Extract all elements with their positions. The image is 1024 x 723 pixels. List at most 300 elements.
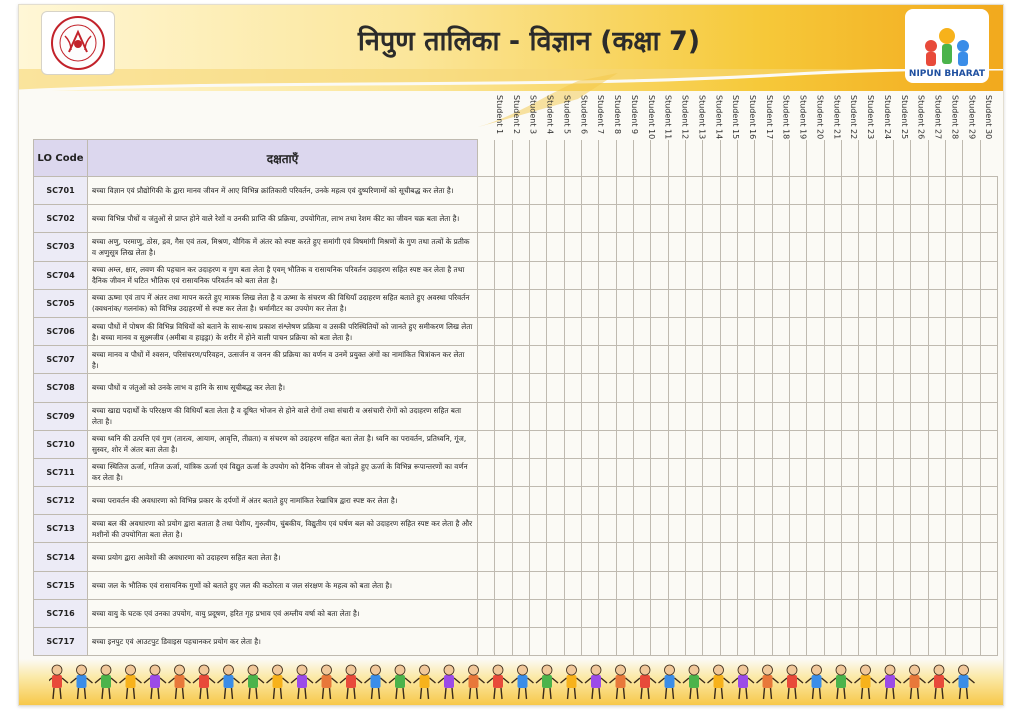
student-mark-cell[interactable] <box>980 430 997 458</box>
student-mark-cell[interactable] <box>685 317 702 345</box>
student-mark-cell[interactable] <box>772 233 789 261</box>
student-mark-cell[interactable] <box>876 430 893 458</box>
student-mark-cell[interactable] <box>616 487 633 515</box>
student-mark-cell[interactable] <box>529 543 546 571</box>
student-mark-cell[interactable] <box>529 458 546 486</box>
student-mark-cell[interactable] <box>633 233 650 261</box>
student-mark-cell[interactable] <box>599 205 616 233</box>
student-mark-cell[interactable] <box>529 571 546 599</box>
student-mark-cell[interactable] <box>512 233 529 261</box>
student-mark-cell[interactable] <box>876 458 893 486</box>
student-mark-cell[interactable] <box>651 233 668 261</box>
student-mark-cell[interactable] <box>685 571 702 599</box>
student-mark-cell[interactable] <box>807 233 824 261</box>
student-mark-cell[interactable] <box>737 289 754 317</box>
student-mark-cell[interactable] <box>651 177 668 205</box>
student-mark-cell[interactable] <box>685 515 702 543</box>
student-mark-cell[interactable] <box>911 317 928 345</box>
student-mark-cell[interactable] <box>859 177 876 205</box>
student-mark-cell[interactable] <box>512 599 529 627</box>
student-mark-cell[interactable] <box>928 177 945 205</box>
student-mark-cell[interactable] <box>703 177 720 205</box>
student-mark-cell[interactable] <box>478 177 495 205</box>
student-mark-cell[interactable] <box>755 430 772 458</box>
student-mark-cell[interactable] <box>911 515 928 543</box>
student-mark-cell[interactable] <box>807 515 824 543</box>
student-mark-cell[interactable] <box>911 289 928 317</box>
student-mark-cell[interactable] <box>755 599 772 627</box>
student-mark-cell[interactable] <box>529 289 546 317</box>
student-mark-cell[interactable] <box>581 458 598 486</box>
student-mark-cell[interactable] <box>928 374 945 402</box>
student-mark-cell[interactable] <box>616 571 633 599</box>
student-mark-cell[interactable] <box>633 458 650 486</box>
student-mark-cell[interactable] <box>547 346 564 374</box>
student-mark-cell[interactable] <box>581 374 598 402</box>
student-mark-cell[interactable] <box>685 599 702 627</box>
student-mark-cell[interactable] <box>859 261 876 289</box>
student-mark-cell[interactable] <box>980 374 997 402</box>
student-mark-cell[interactable] <box>564 487 581 515</box>
student-mark-cell[interactable] <box>529 374 546 402</box>
student-mark-cell[interactable] <box>893 458 910 486</box>
student-mark-cell[interactable] <box>876 177 893 205</box>
student-mark-cell[interactable] <box>945 543 962 571</box>
student-mark-cell[interactable] <box>547 233 564 261</box>
student-mark-cell[interactable] <box>876 233 893 261</box>
student-mark-cell[interactable] <box>685 543 702 571</box>
student-mark-cell[interactable] <box>564 458 581 486</box>
student-mark-cell[interactable] <box>980 205 997 233</box>
student-mark-cell[interactable] <box>720 515 737 543</box>
student-mark-cell[interactable] <box>495 599 512 627</box>
student-mark-cell[interactable] <box>859 430 876 458</box>
student-mark-cell[interactable] <box>703 458 720 486</box>
student-mark-cell[interactable] <box>876 205 893 233</box>
student-mark-cell[interactable] <box>893 402 910 430</box>
student-mark-cell[interactable] <box>737 233 754 261</box>
student-mark-cell[interactable] <box>581 543 598 571</box>
student-mark-cell[interactable] <box>512 571 529 599</box>
student-mark-cell[interactable] <box>720 487 737 515</box>
student-mark-cell[interactable] <box>495 487 512 515</box>
student-mark-cell[interactable] <box>633 289 650 317</box>
student-mark-cell[interactable] <box>547 261 564 289</box>
student-mark-cell[interactable] <box>772 599 789 627</box>
student-mark-cell[interactable] <box>564 628 581 656</box>
student-mark-cell[interactable] <box>478 543 495 571</box>
student-mark-cell[interactable] <box>633 628 650 656</box>
student-mark-cell[interactable] <box>772 628 789 656</box>
student-mark-cell[interactable] <box>668 628 685 656</box>
student-mark-cell[interactable] <box>599 487 616 515</box>
student-mark-cell[interactable] <box>478 599 495 627</box>
student-mark-cell[interactable] <box>963 261 980 289</box>
student-mark-cell[interactable] <box>685 233 702 261</box>
student-mark-cell[interactable] <box>581 289 598 317</box>
student-mark-cell[interactable] <box>928 346 945 374</box>
student-mark-cell[interactable] <box>564 599 581 627</box>
student-mark-cell[interactable] <box>495 628 512 656</box>
student-mark-cell[interactable] <box>599 599 616 627</box>
student-mark-cell[interactable] <box>841 430 858 458</box>
student-mark-cell[interactable] <box>772 346 789 374</box>
student-mark-cell[interactable] <box>876 346 893 374</box>
student-mark-cell[interactable] <box>512 205 529 233</box>
student-mark-cell[interactable] <box>512 543 529 571</box>
student-mark-cell[interactable] <box>512 430 529 458</box>
student-mark-cell[interactable] <box>581 515 598 543</box>
student-mark-cell[interactable] <box>893 515 910 543</box>
student-mark-cell[interactable] <box>807 599 824 627</box>
student-mark-cell[interactable] <box>893 261 910 289</box>
student-mark-cell[interactable] <box>478 261 495 289</box>
student-mark-cell[interactable] <box>495 543 512 571</box>
student-mark-cell[interactable] <box>478 402 495 430</box>
student-mark-cell[interactable] <box>963 402 980 430</box>
student-mark-cell[interactable] <box>512 317 529 345</box>
student-mark-cell[interactable] <box>893 487 910 515</box>
student-mark-cell[interactable] <box>755 543 772 571</box>
student-mark-cell[interactable] <box>980 346 997 374</box>
student-mark-cell[interactable] <box>685 458 702 486</box>
student-mark-cell[interactable] <box>824 543 841 571</box>
student-mark-cell[interactable] <box>737 177 754 205</box>
student-mark-cell[interactable] <box>581 628 598 656</box>
student-mark-cell[interactable] <box>807 430 824 458</box>
student-mark-cell[interactable] <box>841 346 858 374</box>
student-mark-cell[interactable] <box>616 205 633 233</box>
student-mark-cell[interactable] <box>668 571 685 599</box>
student-mark-cell[interactable] <box>824 402 841 430</box>
student-mark-cell[interactable] <box>720 402 737 430</box>
student-mark-cell[interactable] <box>824 177 841 205</box>
student-mark-cell[interactable] <box>772 487 789 515</box>
student-mark-cell[interactable] <box>564 233 581 261</box>
student-mark-cell[interactable] <box>963 317 980 345</box>
student-mark-cell[interactable] <box>772 317 789 345</box>
student-mark-cell[interactable] <box>911 487 928 515</box>
student-mark-cell[interactable] <box>703 346 720 374</box>
student-mark-cell[interactable] <box>581 571 598 599</box>
student-mark-cell[interactable] <box>772 177 789 205</box>
student-mark-cell[interactable] <box>755 515 772 543</box>
student-mark-cell[interactable] <box>893 233 910 261</box>
student-mark-cell[interactable] <box>512 515 529 543</box>
student-mark-cell[interactable] <box>807 458 824 486</box>
student-mark-cell[interactable] <box>824 628 841 656</box>
student-mark-cell[interactable] <box>495 317 512 345</box>
student-mark-cell[interactable] <box>564 205 581 233</box>
student-mark-cell[interactable] <box>824 458 841 486</box>
student-mark-cell[interactable] <box>841 515 858 543</box>
student-mark-cell[interactable] <box>737 374 754 402</box>
student-mark-cell[interactable] <box>893 177 910 205</box>
student-mark-cell[interactable] <box>807 261 824 289</box>
student-mark-cell[interactable] <box>512 374 529 402</box>
student-mark-cell[interactable] <box>599 317 616 345</box>
student-mark-cell[interactable] <box>581 317 598 345</box>
student-mark-cell[interactable] <box>633 515 650 543</box>
student-mark-cell[interactable] <box>685 487 702 515</box>
student-mark-cell[interactable] <box>945 346 962 374</box>
student-mark-cell[interactable] <box>581 177 598 205</box>
student-mark-cell[interactable] <box>841 402 858 430</box>
student-mark-cell[interactable] <box>963 430 980 458</box>
student-mark-cell[interactable] <box>703 289 720 317</box>
student-mark-cell[interactable] <box>824 289 841 317</box>
student-mark-cell[interactable] <box>599 374 616 402</box>
student-mark-cell[interactable] <box>720 317 737 345</box>
student-mark-cell[interactable] <box>893 628 910 656</box>
student-mark-cell[interactable] <box>633 402 650 430</box>
student-mark-cell[interactable] <box>755 374 772 402</box>
student-mark-cell[interactable] <box>478 628 495 656</box>
student-mark-cell[interactable] <box>668 177 685 205</box>
student-mark-cell[interactable] <box>668 233 685 261</box>
student-mark-cell[interactable] <box>616 374 633 402</box>
student-mark-cell[interactable] <box>616 430 633 458</box>
student-mark-cell[interactable] <box>859 317 876 345</box>
student-mark-cell[interactable] <box>980 628 997 656</box>
student-mark-cell[interactable] <box>685 374 702 402</box>
student-mark-cell[interactable] <box>928 487 945 515</box>
student-mark-cell[interactable] <box>651 402 668 430</box>
student-mark-cell[interactable] <box>651 205 668 233</box>
student-mark-cell[interactable] <box>616 402 633 430</box>
student-mark-cell[interactable] <box>841 233 858 261</box>
student-mark-cell[interactable] <box>651 317 668 345</box>
student-mark-cell[interactable] <box>789 515 806 543</box>
student-mark-cell[interactable] <box>841 599 858 627</box>
student-mark-cell[interactable] <box>859 515 876 543</box>
student-mark-cell[interactable] <box>755 628 772 656</box>
student-mark-cell[interactable] <box>495 515 512 543</box>
student-mark-cell[interactable] <box>720 430 737 458</box>
student-mark-cell[interactable] <box>668 487 685 515</box>
student-mark-cell[interactable] <box>599 628 616 656</box>
student-mark-cell[interactable] <box>928 317 945 345</box>
student-mark-cell[interactable] <box>616 317 633 345</box>
student-mark-cell[interactable] <box>755 289 772 317</box>
student-mark-cell[interactable] <box>737 487 754 515</box>
student-mark-cell[interactable] <box>963 233 980 261</box>
student-mark-cell[interactable] <box>581 261 598 289</box>
student-mark-cell[interactable] <box>755 233 772 261</box>
student-mark-cell[interactable] <box>980 402 997 430</box>
student-mark-cell[interactable] <box>824 374 841 402</box>
student-mark-cell[interactable] <box>495 458 512 486</box>
student-mark-cell[interactable] <box>876 628 893 656</box>
student-mark-cell[interactable] <box>807 177 824 205</box>
student-mark-cell[interactable] <box>859 628 876 656</box>
student-mark-cell[interactable] <box>633 571 650 599</box>
student-mark-cell[interactable] <box>668 402 685 430</box>
student-mark-cell[interactable] <box>737 515 754 543</box>
student-mark-cell[interactable] <box>581 346 598 374</box>
student-mark-cell[interactable] <box>928 571 945 599</box>
student-mark-cell[interactable] <box>963 487 980 515</box>
student-mark-cell[interactable] <box>859 289 876 317</box>
student-mark-cell[interactable] <box>980 177 997 205</box>
student-mark-cell[interactable] <box>547 571 564 599</box>
student-mark-cell[interactable] <box>737 402 754 430</box>
student-mark-cell[interactable] <box>980 289 997 317</box>
student-mark-cell[interactable] <box>547 515 564 543</box>
student-mark-cell[interactable] <box>824 205 841 233</box>
student-mark-cell[interactable] <box>859 543 876 571</box>
student-mark-cell[interactable] <box>529 205 546 233</box>
student-mark-cell[interactable] <box>581 233 598 261</box>
student-mark-cell[interactable] <box>945 458 962 486</box>
student-mark-cell[interactable] <box>564 571 581 599</box>
student-mark-cell[interactable] <box>720 346 737 374</box>
student-mark-cell[interactable] <box>720 177 737 205</box>
student-mark-cell[interactable] <box>824 261 841 289</box>
student-mark-cell[interactable] <box>911 543 928 571</box>
student-mark-cell[interactable] <box>478 289 495 317</box>
student-mark-cell[interactable] <box>893 430 910 458</box>
student-mark-cell[interactable] <box>529 515 546 543</box>
student-mark-cell[interactable] <box>720 628 737 656</box>
student-mark-cell[interactable] <box>807 317 824 345</box>
student-mark-cell[interactable] <box>928 599 945 627</box>
student-mark-cell[interactable] <box>859 487 876 515</box>
student-mark-cell[interactable] <box>668 346 685 374</box>
student-mark-cell[interactable] <box>529 430 546 458</box>
student-mark-cell[interactable] <box>564 289 581 317</box>
student-mark-cell[interactable] <box>651 543 668 571</box>
student-mark-cell[interactable] <box>841 458 858 486</box>
student-mark-cell[interactable] <box>841 177 858 205</box>
student-mark-cell[interactable] <box>893 317 910 345</box>
student-mark-cell[interactable] <box>720 261 737 289</box>
student-mark-cell[interactable] <box>685 430 702 458</box>
student-mark-cell[interactable] <box>512 458 529 486</box>
student-mark-cell[interactable] <box>478 317 495 345</box>
student-mark-cell[interactable] <box>945 261 962 289</box>
student-mark-cell[interactable] <box>547 599 564 627</box>
student-mark-cell[interactable] <box>478 515 495 543</box>
student-mark-cell[interactable] <box>893 543 910 571</box>
student-mark-cell[interactable] <box>963 374 980 402</box>
student-mark-cell[interactable] <box>755 458 772 486</box>
student-mark-cell[interactable] <box>651 458 668 486</box>
student-mark-cell[interactable] <box>789 374 806 402</box>
student-mark-cell[interactable] <box>547 458 564 486</box>
student-mark-cell[interactable] <box>478 374 495 402</box>
student-mark-cell[interactable] <box>685 346 702 374</box>
student-mark-cell[interactable] <box>824 515 841 543</box>
student-mark-cell[interactable] <box>668 543 685 571</box>
student-mark-cell[interactable] <box>616 599 633 627</box>
student-mark-cell[interactable] <box>495 571 512 599</box>
student-mark-cell[interactable] <box>495 177 512 205</box>
student-mark-cell[interactable] <box>564 402 581 430</box>
student-mark-cell[interactable] <box>547 402 564 430</box>
student-mark-cell[interactable] <box>807 205 824 233</box>
student-mark-cell[interactable] <box>720 233 737 261</box>
student-mark-cell[interactable] <box>668 430 685 458</box>
student-mark-cell[interactable] <box>668 458 685 486</box>
student-mark-cell[interactable] <box>841 487 858 515</box>
student-mark-cell[interactable] <box>737 430 754 458</box>
student-mark-cell[interactable] <box>668 261 685 289</box>
student-mark-cell[interactable] <box>893 571 910 599</box>
student-mark-cell[interactable] <box>928 402 945 430</box>
student-mark-cell[interactable] <box>928 515 945 543</box>
student-mark-cell[interactable] <box>633 487 650 515</box>
student-mark-cell[interactable] <box>478 205 495 233</box>
student-mark-cell[interactable] <box>547 543 564 571</box>
student-mark-cell[interactable] <box>876 261 893 289</box>
student-mark-cell[interactable] <box>772 430 789 458</box>
student-mark-cell[interactable] <box>703 430 720 458</box>
student-mark-cell[interactable] <box>703 628 720 656</box>
student-mark-cell[interactable] <box>685 402 702 430</box>
student-mark-cell[interactable] <box>841 205 858 233</box>
student-mark-cell[interactable] <box>616 458 633 486</box>
student-mark-cell[interactable] <box>616 346 633 374</box>
student-mark-cell[interactable] <box>772 374 789 402</box>
student-mark-cell[interactable] <box>876 543 893 571</box>
student-mark-cell[interactable] <box>841 261 858 289</box>
student-mark-cell[interactable] <box>945 599 962 627</box>
student-mark-cell[interactable] <box>755 317 772 345</box>
student-mark-cell[interactable] <box>859 599 876 627</box>
student-mark-cell[interactable] <box>963 289 980 317</box>
student-mark-cell[interactable] <box>737 346 754 374</box>
student-mark-cell[interactable] <box>789 599 806 627</box>
student-mark-cell[interactable] <box>841 571 858 599</box>
student-mark-cell[interactable] <box>807 543 824 571</box>
student-mark-cell[interactable] <box>581 402 598 430</box>
student-mark-cell[interactable] <box>599 261 616 289</box>
student-mark-cell[interactable] <box>789 628 806 656</box>
student-mark-cell[interactable] <box>789 487 806 515</box>
student-mark-cell[interactable] <box>720 543 737 571</box>
student-mark-cell[interactable] <box>789 430 806 458</box>
student-mark-cell[interactable] <box>703 543 720 571</box>
student-mark-cell[interactable] <box>963 205 980 233</box>
student-mark-cell[interactable] <box>963 346 980 374</box>
student-mark-cell[interactable] <box>893 599 910 627</box>
student-mark-cell[interactable] <box>911 374 928 402</box>
student-mark-cell[interactable] <box>755 261 772 289</box>
student-mark-cell[interactable] <box>547 628 564 656</box>
student-mark-cell[interactable] <box>703 205 720 233</box>
student-mark-cell[interactable] <box>668 289 685 317</box>
student-mark-cell[interactable] <box>859 205 876 233</box>
student-mark-cell[interactable] <box>807 628 824 656</box>
student-mark-cell[interactable] <box>651 346 668 374</box>
student-mark-cell[interactable] <box>859 233 876 261</box>
student-mark-cell[interactable] <box>772 571 789 599</box>
student-mark-cell[interactable] <box>755 402 772 430</box>
student-mark-cell[interactable] <box>703 374 720 402</box>
student-mark-cell[interactable] <box>529 261 546 289</box>
student-mark-cell[interactable] <box>841 374 858 402</box>
student-mark-cell[interactable] <box>893 346 910 374</box>
student-mark-cell[interactable] <box>824 430 841 458</box>
student-mark-cell[interactable] <box>963 515 980 543</box>
student-mark-cell[interactable] <box>876 515 893 543</box>
student-mark-cell[interactable] <box>911 599 928 627</box>
student-mark-cell[interactable] <box>478 458 495 486</box>
student-mark-cell[interactable] <box>564 543 581 571</box>
student-mark-cell[interactable] <box>876 402 893 430</box>
student-mark-cell[interactable] <box>893 205 910 233</box>
